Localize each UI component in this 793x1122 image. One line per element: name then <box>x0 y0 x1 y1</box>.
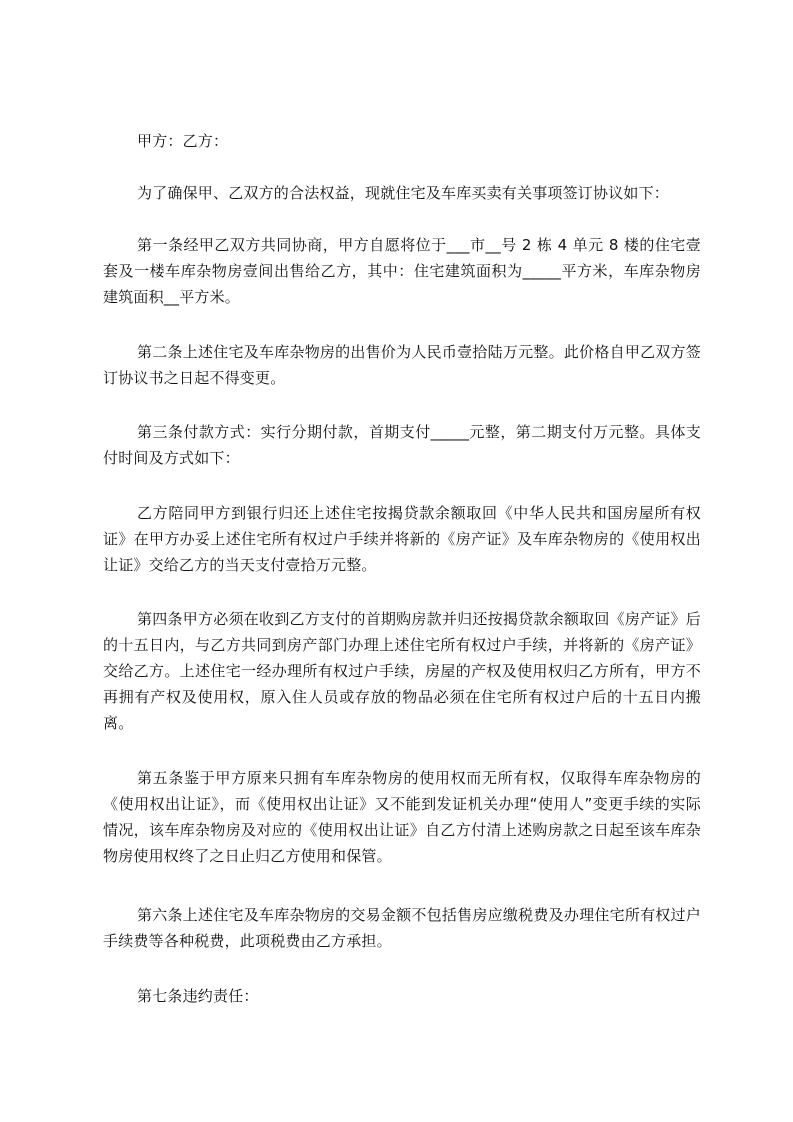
party-heading: 甲方：乙方： <box>137 132 229 150</box>
payment-detail: 乙方陪同甲方到银行归还上述住宅按揭贷款余额取回《中华人民共和国房屋所有权证》在甲方办妥上述住宅所有权过户手续并将新的《房产证》及车库杂物房的《使用权出让证》交给乙方的当天支付壹拾万元整。 <box>103 504 701 574</box>
article-4: 第四条甲方必须在收到乙方支付的首期购房款并归还按揭贷款余额取回《房产证》后的十五日内，与乙方共同到房产部门办理上述住宅所有权过户手续，并将新的《房产证》交给乙方。上述住宅一经办理所有权过户手续，房屋的产权及使用权归乙方所有，甲方不再拥有产权及使用权，原入住人员或存放的物品必须在住宅所有权过户后的十五日内搬离。 <box>103 610 701 732</box>
article-3: 第三条付款方式：实行分期付款，首期支付_____元整，第二期支付万元整。具体支付时间及方式如下： <box>103 423 701 467</box>
article-2: 第二条上述住宅及车库杂物房的出售价为人民币壹拾陆万元整。此价格自甲乙双方签订协议书之日起不得变更。 <box>103 343 701 387</box>
article-1: 第一条经甲乙双方共同协商，甲方自愿将位于___市__号 2 栋 4 单元 8 楼的住宅壹套及一楼车库杂物房壹间出售给乙方，其中：住宅建筑面积为_____平方米，车库杂物房建筑面积__平方米。 <box>103 236 701 306</box>
agreement-preamble: 为了确保甲、乙双方的合法权益，现就住宅及车库买卖有关事项签订协议如下： <box>137 184 670 202</box>
article-6: 第六条上述住宅及车库杂物房的交易金额不包括售房应缴税费及办理住宅所有权过户手续费等各种税费，此项税费由乙方承担。 <box>103 906 701 950</box>
article-5: 第五条鉴于甲方原来只拥有车库杂物房的使用权而无所有权，仅取得车库杂物房的《使用权出让证》，而《使用权出让证》又不能到发证机关办理“使用人”变更手续的实际情况，该车库杂物房及对应的《使用权出让证》自乙方付清上述购房款之日起至该车库杂物房使用权终了之日止归乙方使用和保管。 <box>103 769 701 865</box>
article-7: 第七条违约责任： <box>137 987 259 1005</box>
